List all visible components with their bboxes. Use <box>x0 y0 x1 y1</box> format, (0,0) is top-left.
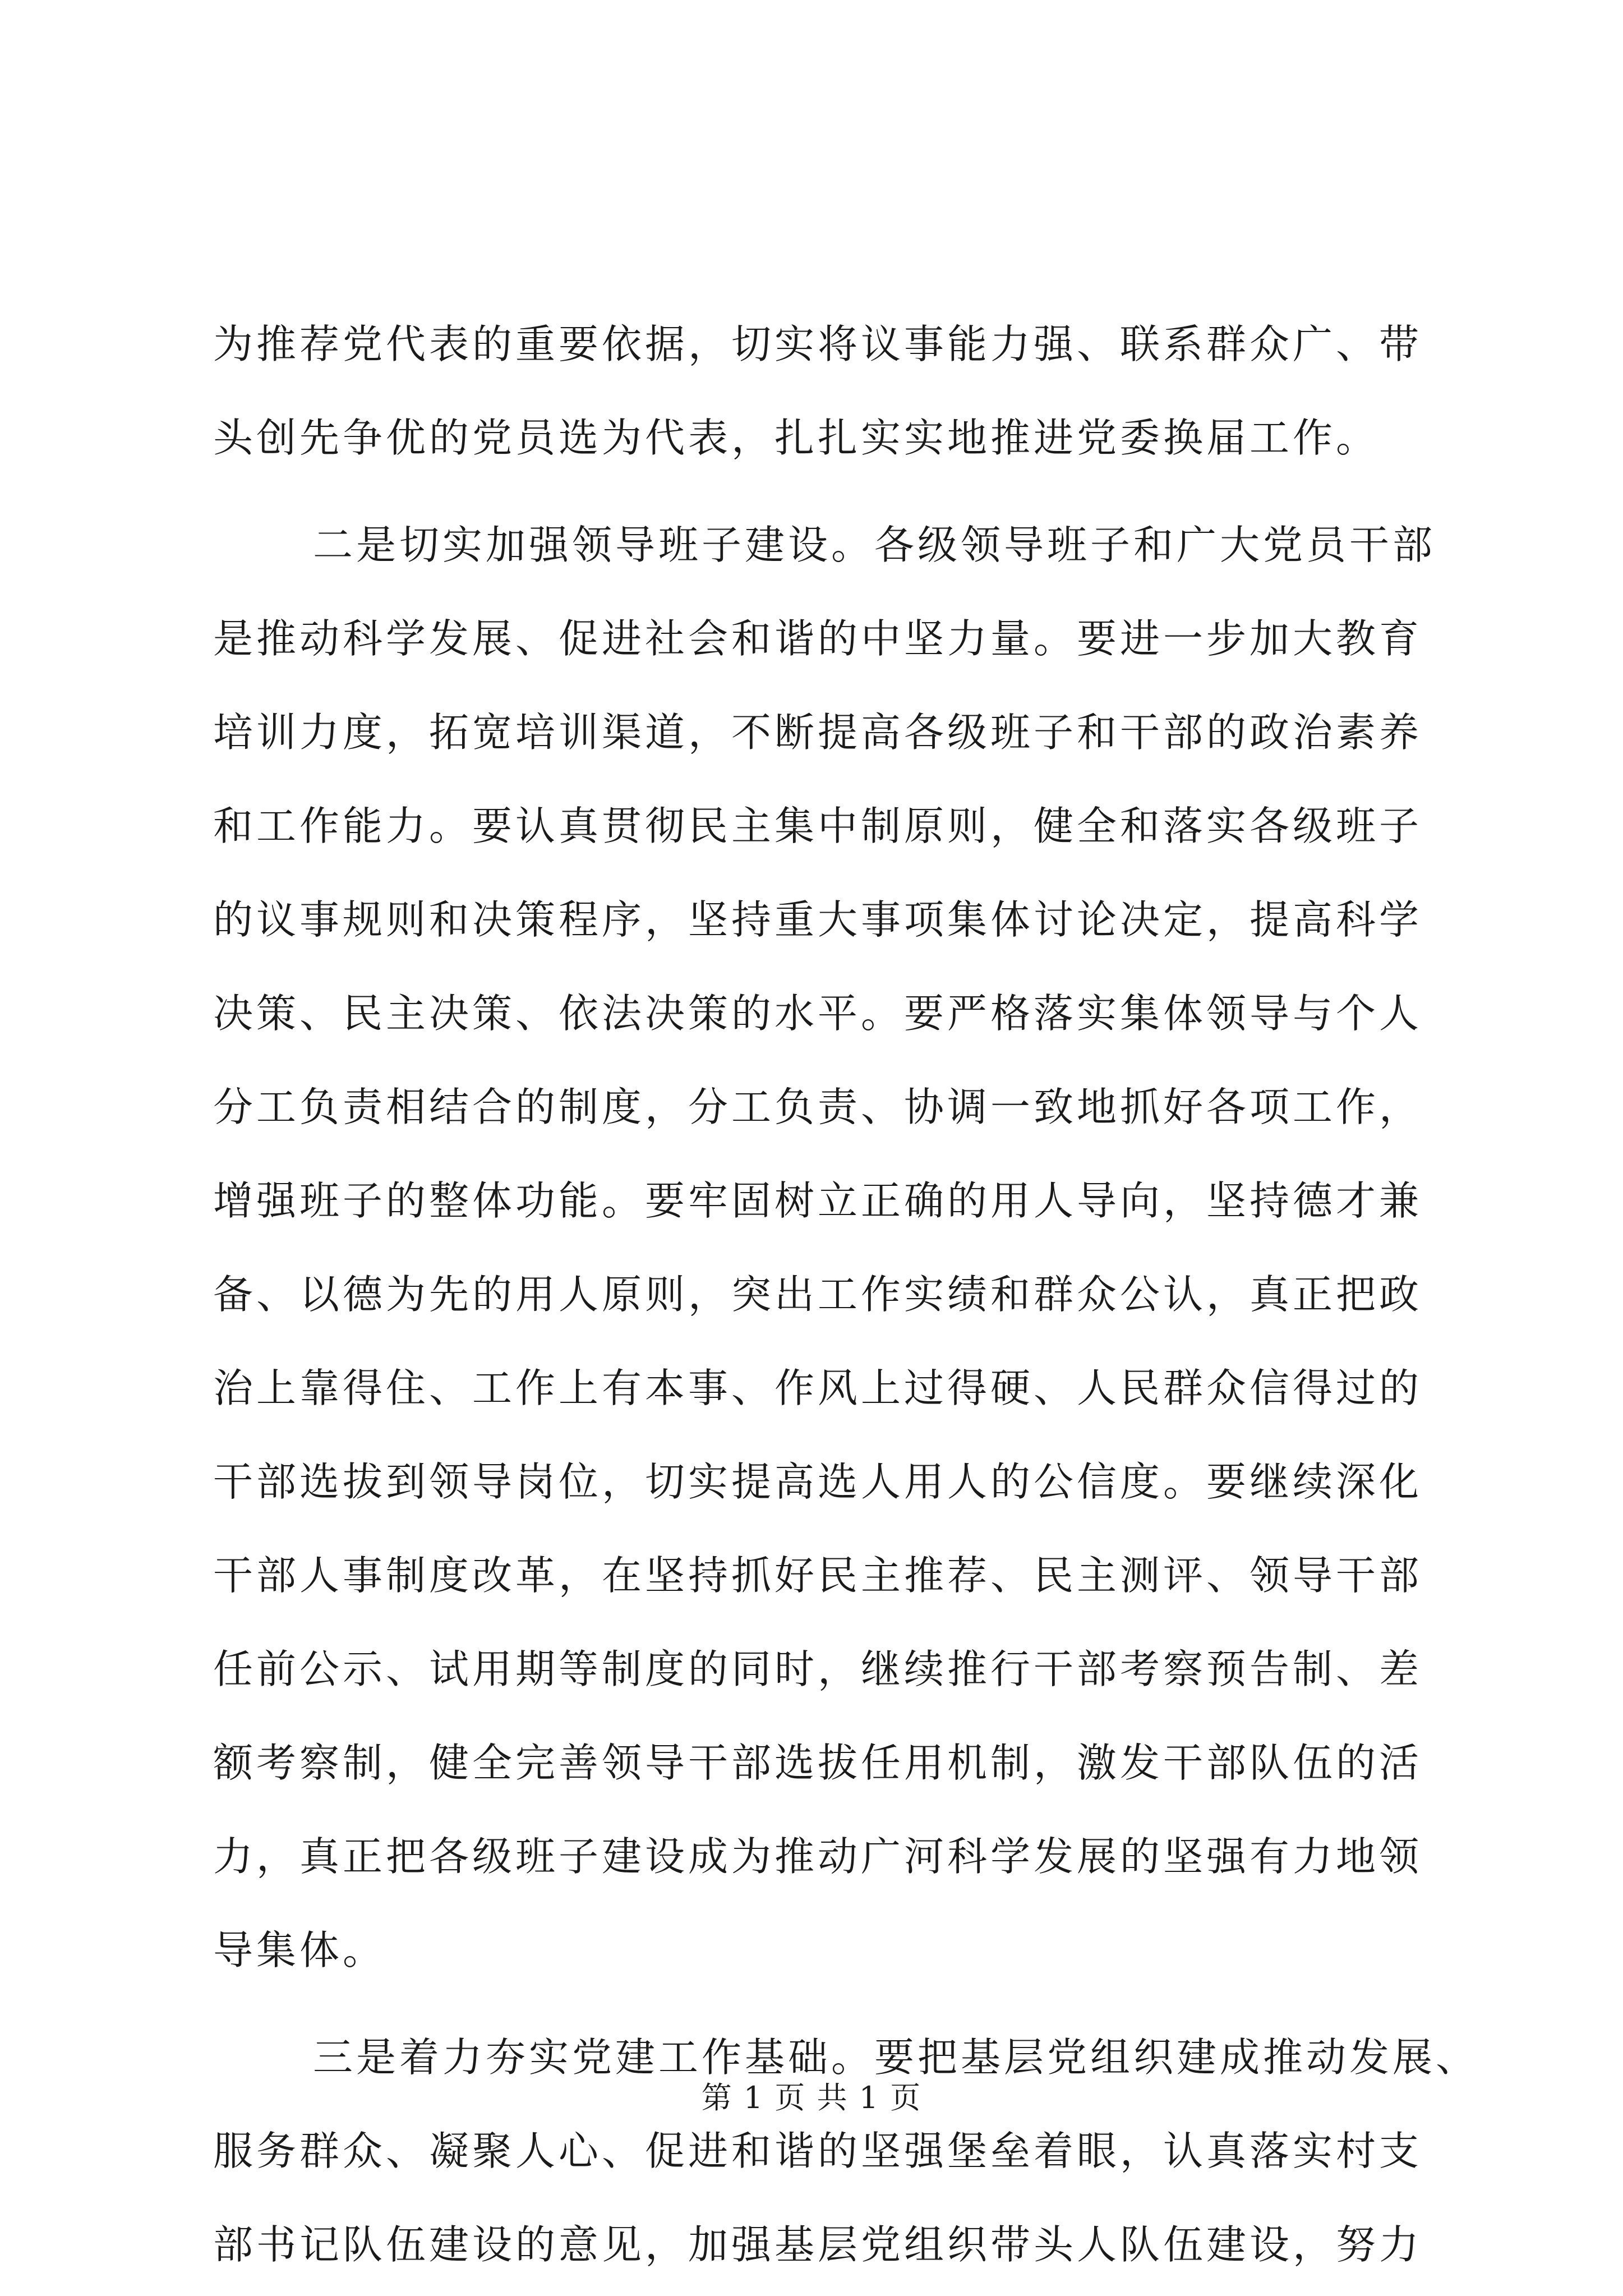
document-body <box>213 297 1479 2292</box>
text-line: 额考察制，健全完善领导干部选拔任用机制，激发干部队伍的活 <box>213 1740 1423 1786</box>
paragraph-3 <box>213 2010 1479 2292</box>
text-line: 部书记队伍建设的意见，加强基层党组织带头人队伍建设，努力 <box>213 2221 1423 2268</box>
text-line: 头创先争优的党员选为代表，扎扎实实地推进党委换届工作。 <box>213 415 1380 461</box>
text-line: 力，真正把各级班子建设成为推动广河科学发展的坚强有力地领 <box>213 1833 1423 1880</box>
text-line: 培训力度，拓宽培训渠道，不断提高各级班子和干部的政治素养 <box>213 709 1423 756</box>
paragraph-2 <box>213 498 1436 1997</box>
text-line: 为推荐党代表的重要依据，切实将议事能力强、联系群众广、带 <box>213 321 1423 367</box>
text-line: 分工负责相结合的制度，分工负责、协调一致地抓好各项工作， <box>213 1084 1423 1130</box>
text-line: 治上靠得住、工作上有本事、作风上过得硬、人民群众信得过的 <box>213 1365 1423 1411</box>
page-number-label: 第 1 页 共 1 页 <box>701 2080 922 2115</box>
text-line: 和工作能力。要认真贯彻民主集中制原则，健全和落实各级班子 <box>213 803 1423 849</box>
text-line: 增强班子的整体功能。要牢固树立正确的用人导向，坚持德才兼 <box>213 1177 1423 1224</box>
paragraph-1 <box>213 297 1423 485</box>
text-line: 干部人事制度改革，在坚持抓好民主推荐、民主测评、领导干部 <box>213 1552 1423 1599</box>
text-line: 备、以德为先的用人原则，突出工作实绩和群众公认，真正把政 <box>213 1271 1423 1318</box>
page-footer <box>0 2076 1623 2120</box>
text-line: 的议事规则和决策程序，坚持重大事项集体讨论决定，提高科学 <box>213 896 1423 943</box>
text-line: 是推动科学发展、促进社会和谐的中坚力量。要进一步加大教育 <box>213 615 1423 662</box>
text-line: 二是切实加强领导班子建设。各级领导班子和广大党员干部 <box>313 522 1436 568</box>
text-line: 任前公示、试用期等制度的同时，继续推行干部考察预告制、差 <box>213 1646 1423 1692</box>
text-line: 决策、民主决策、依法决策的水平。要严格落实集体领导与个人 <box>213 990 1423 1037</box>
text-line: 导集体。 <box>213 1927 386 1973</box>
text-line: 干部选拔到领导岗位，切实提高选人用人的公信度。要继续深化 <box>213 1458 1423 1505</box>
text-line: 服务群众、凝聚人心、促进和谐的坚强堡垒着眼，认真落实村支 <box>213 2128 1423 2174</box>
text-line: 三是着力夯实党建工作基础。要把基层党组织建成推动发展、 <box>313 2034 1479 2081</box>
